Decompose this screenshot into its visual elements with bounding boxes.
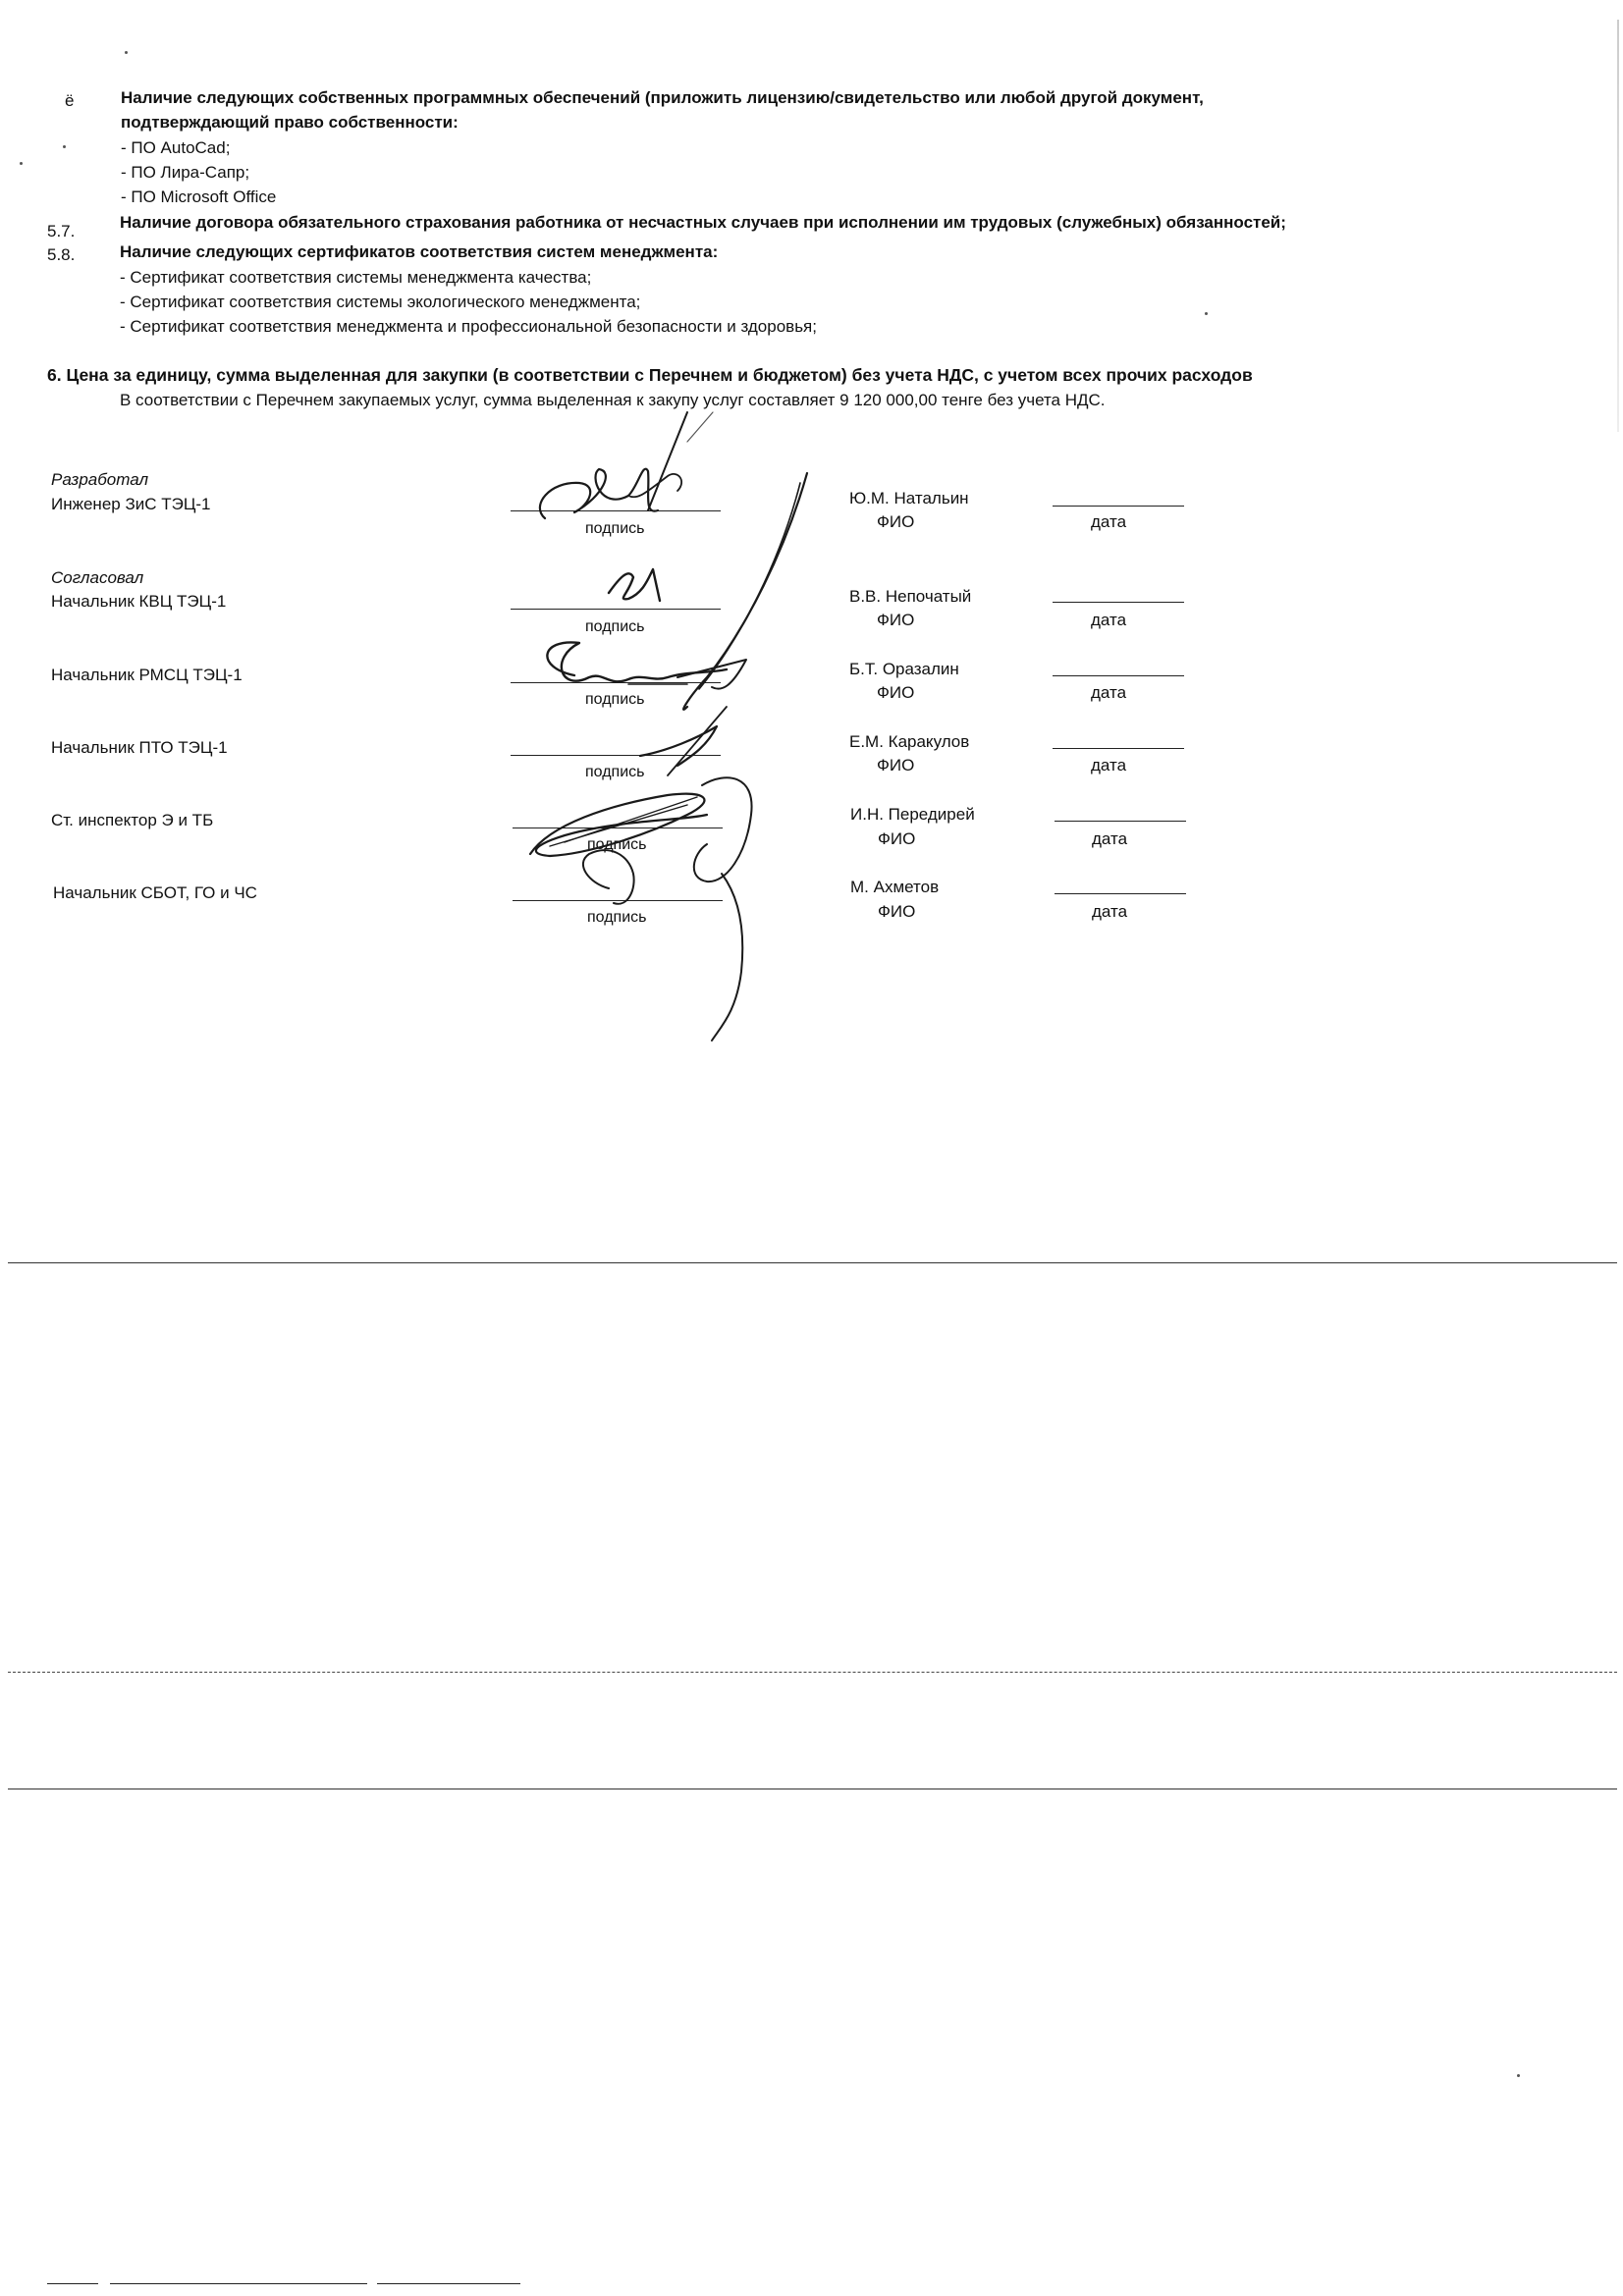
signatory-position: Начальник РМСЦ ТЭЦ-1 (51, 666, 243, 684)
item-5-8-number: 5.8. (47, 245, 76, 264)
signature-caption: подпись (587, 909, 647, 926)
signature-caption: подпись (587, 836, 647, 853)
signatory-position: Начальник СБОТ, ГО и ЧС (53, 883, 257, 902)
fio-caption: ФИО (877, 756, 915, 774)
date-caption: дата (1091, 611, 1127, 629)
bottom-rule-fragment (110, 2283, 367, 2284)
fio-caption: ФИО (878, 902, 916, 921)
signatory-name: М. Ахметов (850, 878, 940, 896)
signatory-name: И.Н. Передирей (850, 805, 975, 824)
signatory-name: Б.Т. Оразалин (849, 660, 959, 678)
signatory-name: В.В. Непочатый (849, 587, 972, 606)
item-5-7-number: 5.7. (47, 222, 76, 240)
date-caption: дата (1092, 902, 1128, 921)
horizontal-rule-dashed (8, 1672, 1617, 1673)
signatory-position: Ст. инспектор Э и ТБ (51, 811, 214, 829)
section-6-text: В соответствии с Перечнем закупаемых услуг, сумма выделенная к закупу услуг составляет 9 120 000,00 тенге без учета НДС. (120, 391, 1106, 409)
item-5-7-text: Наличие договора обязательного страхования работника от несчастных случаев при исполнении им трудовых (служебных) обязанностей; (120, 213, 1286, 232)
signature-caption: подпись (585, 520, 645, 537)
scan-edge-shadow (1617, 20, 1619, 432)
certificate-item: - Сертификат соответствия системы экологического менеджмента; (120, 293, 641, 311)
developed-label: Разработал (51, 470, 149, 489)
software-item: - ПО Лира-Сапр; (121, 163, 250, 182)
fio-caption: ФИО (877, 611, 915, 629)
date-caption: дата (1091, 756, 1127, 774)
item-5-6-title-line2: подтверждающий право собственности: (121, 113, 459, 132)
item-5-8-text: Наличие следующих сертификатов соответствия систем менеджмента: (120, 242, 719, 261)
horizontal-rule (8, 1262, 1617, 1263)
scan-speck (1517, 2074, 1520, 2077)
bottom-rule-fragment (377, 2283, 520, 2284)
signatory-name: Е.М. Каракулов (849, 732, 970, 751)
section-6-heading: 6. Цена за единицу, сумма выделенная для закупки (в соответствии с Перечнем и бюджетом) без учета НДС, с учетом всех прочих расходов (47, 365, 1253, 385)
fio-caption: ФИО (877, 683, 915, 702)
date-caption: дата (1091, 512, 1127, 531)
bottom-rule-fragment (47, 2283, 98, 2284)
date-caption: дата (1091, 683, 1127, 702)
signature-caption: подпись (585, 764, 645, 780)
signatory-position: Начальник ПТО ТЭЦ-1 (51, 738, 228, 757)
software-item: - ПО AutoCad; (121, 138, 231, 157)
certificate-item: - Сертификат соответствия системы менеджмента качества; (120, 268, 592, 287)
fio-caption: ФИО (878, 829, 916, 848)
agreed-label: Согласовал (51, 568, 144, 587)
certificate-item: - Сертификат соответствия менеджмента и профессиональной безопасности и здоровья; (120, 317, 817, 336)
signatory-position: Инженер ЗиС ТЭЦ-1 (51, 495, 211, 513)
signature-caption: подпись (585, 618, 645, 635)
handwritten-signatures (0, 0, 1623, 1080)
item-marker: ё (65, 91, 75, 110)
item-5-6-title-line1: Наличие следующих собственных программных обеспечений (приложить лицензию/свидетельство или любой другой документ, (121, 88, 1204, 107)
signatory-position: Начальник КВЦ ТЭЦ-1 (51, 592, 227, 611)
fio-caption: ФИО (877, 512, 915, 531)
signatory-name: Ю.М. Натальин (849, 489, 969, 507)
software-item: - ПО Microsoft Office (121, 187, 277, 206)
signature-caption: подпись (585, 691, 645, 708)
date-caption: дата (1092, 829, 1128, 848)
